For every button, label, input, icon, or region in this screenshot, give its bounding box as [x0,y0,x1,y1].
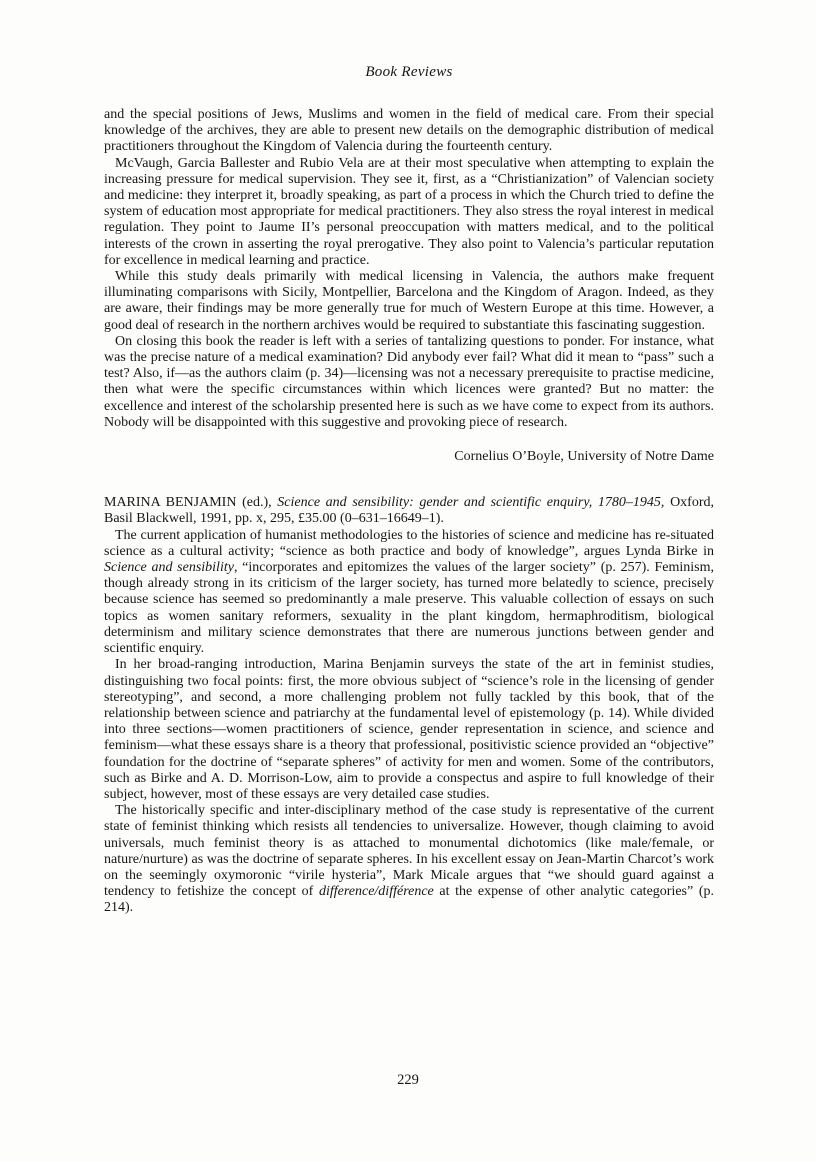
paragraph: and the special positions of Jews, Muslims and women in the field of medical care. From their special knowledge of the archives, they are able to present new details on the demographic distribution of medical practitioners throughout the Kingdom of Valencia during the fourteenth century. [104,107,714,155]
review-2-body [104,528,714,917]
paragraph: While this study deals primarily with medical licensing in Valencia, the authors make frequent illuminating comparisons with Sicily, Montpellier, Barcelona and the Kingdom of Aragon. Indeed, as they are aware, their findings may be more generally true for much of Western Europe at this time. However, a good deal of research in the northern archives would be required to substantiate this fascinating suggestion. [104,269,714,333]
running-head: Book Reviews [365,64,453,80]
paragraph: In her broad-ranging introduction, Marina Benjamin surveys the state of the art in feminist studies, distinguishing two focal points: first, the more obvious subject of “science’s role in the licensing of gender stereotyping”, and second, a more challenging problem not fully tackled by this book, that of the relationship between science and patriarchy at the fundamental level of epistemology (p. 14). While divided into three sections—women practitioners of science, gender representation in science, and science and feminism—what these essays share is a theory that professional, positivistic science provided an “objective” foundation for the doctrine of “separate spheres” of activity for men and women. Some of the contributors, such as Birke and A. D. Morrison-Low, aim to provide a conspectus and aspire to full knowledge of their subject, however, most of these essays are very detailed case studies. [104,657,714,802]
paragraph: The historically specific and inter-disciplinary method of the case study is representative of the current state of feminist thinking which resists all tendencies to universalize. However, though claiming to avoid universals, much feminist theory is as attached to monumental dichotomics (like male/female, or nature/nurture) as was the doctrine of separate spheres. In his excellent essay on Jean-Martin Charcot’s work on the seemingly oxymoronic “virile hysteria”, Mark Micale argues that “we should guard against a tendency to fetishize the concept of difference/différence at the expense of other analytic categories” (p. 214). [104,803,715,916]
review-1-body [104,107,714,431]
review-1 [104,107,714,465]
review-citation: MARINA BENJAMIN (ed.), Science and sensibility: gender and scientific enquiry, 1780–1945, Oxford, Basil Blackwell, 1991, pp. x, 295, £35.00 (0–631–16649–1). [104,495,715,527]
page-number: 229 [397,1072,419,1088]
paragraph: McVaugh, Garcia Ballester and Rubio Vela are at their most speculative when attempting to explain the increasing pressure for medical supervision. They see it, first, as a “Christianization” of Valencian society and medicine: they interpret it, broadly speaking, as part of a process in which the Church tried to define the system of education most appropriate for medical practitioners. They also stress the royal interest in medical regulation. They point to Jaume II’s personal preoccupation with matters medical, and to the political interests of the crown in asserting the royal prerogative. They also point to Valencia’s particular reputation for excellence in medical learning and practice. [104,155,714,268]
reviewer-signature: Cornelius O’Boyle, University of Notre Dame [454,449,714,465]
paragraph: On closing this book the reader is left with a series of tantalizing questions to ponder. For instance, what was the precise nature of a medical examination? Did anybody ever fail? What did it mean to “pass” such a test? Also, if—as the authors claim (p. 34)—licensing was not a necessary prerequisite to practise medicine, then what were the specific circumstances within which licences were granted? But no matter: the excellence and interest of the scholarship presented here is such as we have come to expect from its authors. Nobody will be disappointed with this suggestive and provoking piece of research. [104,333,714,430]
review-2 [104,495,714,916]
text-column [104,64,714,917]
paragraph: The current application of humanist methodologies to the histories of science and medicine has re-situated science as a cultural activity; “science as both practice and body of knowledge”, argues Lynda Birke in Science and sensibility, “incorporates and epitomizes the values of the larger society” (p. 257). Feminism, though already strong in its criticism of the larger society, has turned more belatedly to science, precisely because science has seemed so predominantly a male preserve. This valuable collection of essays on such topics as women sanitary reformers, sexuality in the plant kingdom, hermaphroditism, biological determinism and military science demonstrates that there are numerous junctions between gender and scientific enquiry. [104,527,714,657]
